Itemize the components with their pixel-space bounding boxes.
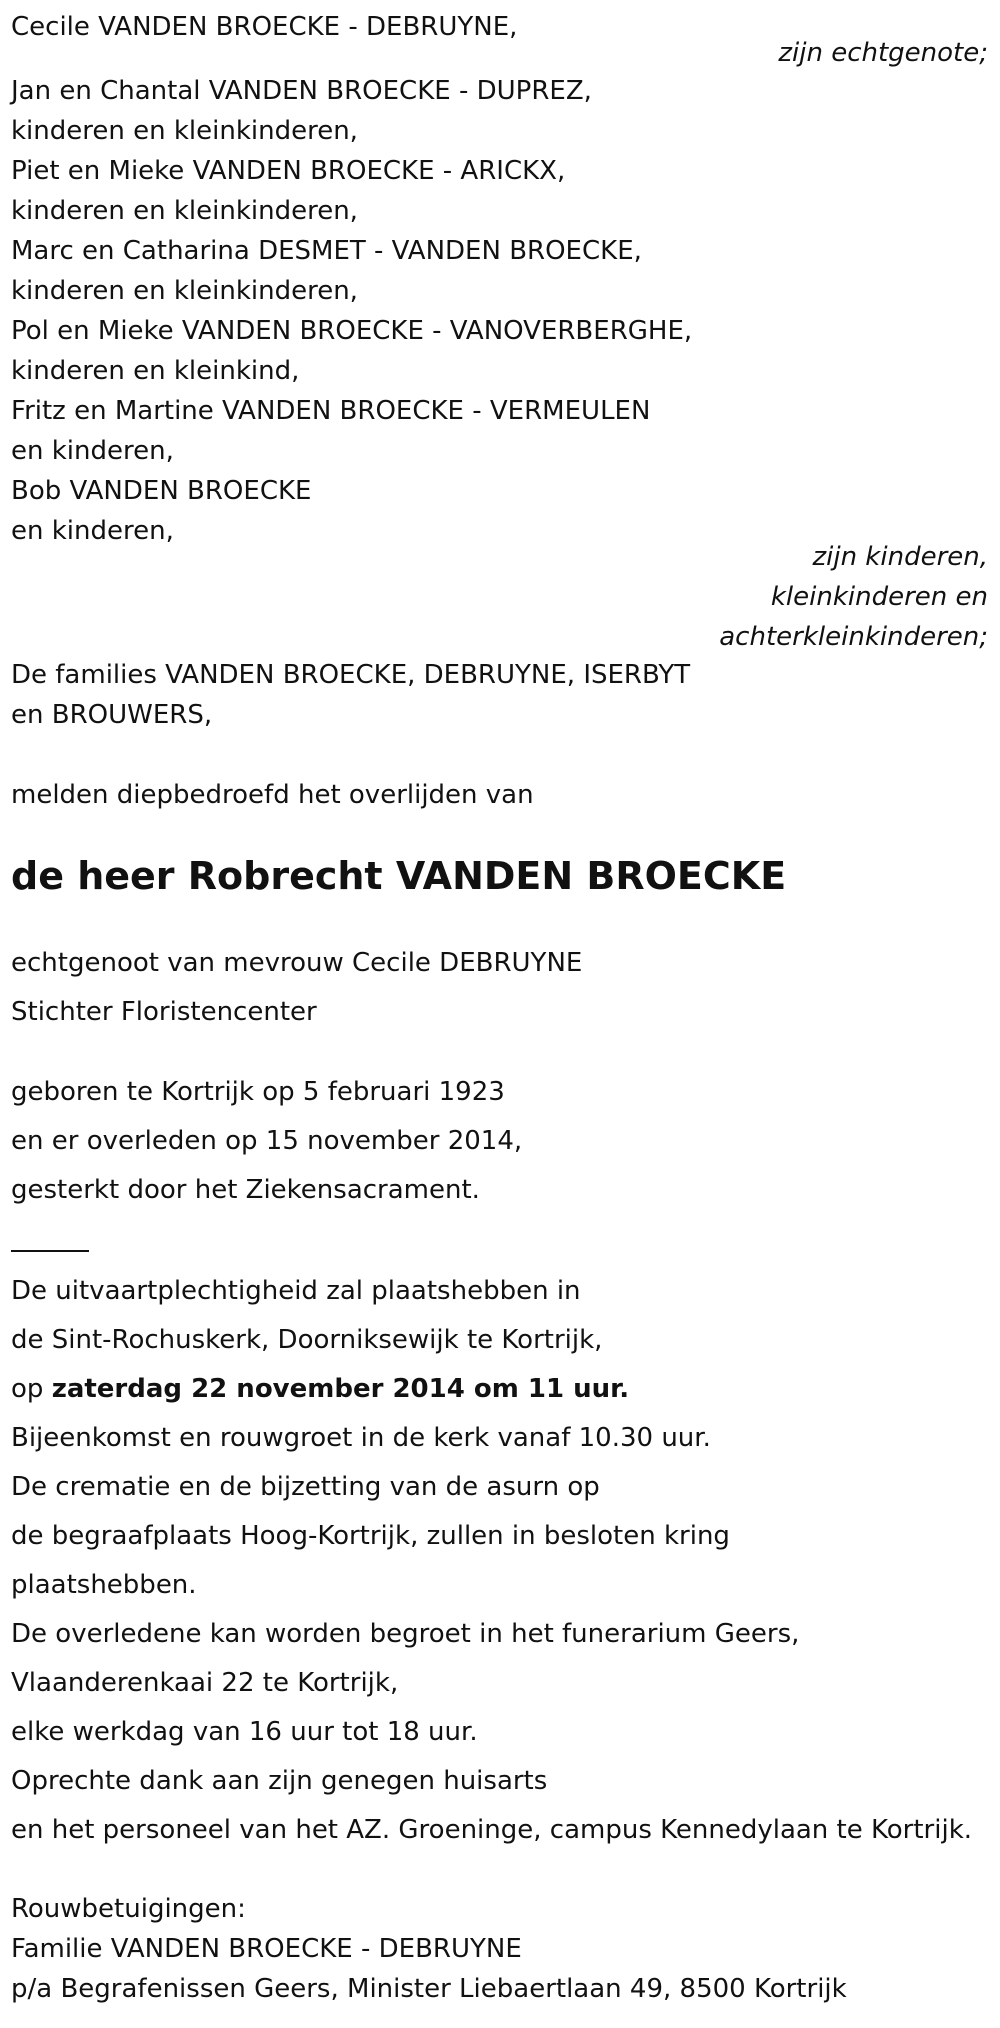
- funeral-line: De uitvaartplechtigheid zal plaatshebben in: [11, 1276, 581, 1306]
- funeral-line: Vlaanderenkaai 22 te Kortrijk,: [11, 1668, 399, 1698]
- separator-rule: [11, 1250, 89, 1252]
- spouse-name: Cecile VANDEN BROECKE - DEBRUYNE,: [11, 12, 518, 42]
- deceased-date: en er overleden op 15 november 2014,: [11, 1126, 523, 1156]
- funeral-line: Bijeenkomst en rouwgroet in de kerk vanaf 10.30 uur.: [11, 1423, 711, 1453]
- children-role: kleinkinderen en: [770, 582, 988, 612]
- children-line: Pol en Mieke VANDEN BROECKE - VANOVERBERGHE,: [11, 316, 693, 346]
- funeral-line: De overledene kan worden begroet in het funerarium Geers,: [11, 1619, 800, 1649]
- funeral-date: [11, 1376, 629, 1402]
- spouse-role: zijn echtgenote;: [778, 38, 988, 68]
- funeral-line: De crematie en de bijzetting van de asurn op: [11, 1472, 600, 1502]
- deceased-name: de heer Robrecht VANDEN BROECKE: [11, 854, 787, 898]
- children-line: kinderen en kleinkinderen,: [11, 276, 358, 306]
- families-line: De families VANDEN BROECKE, DEBRUYNE, ISERBYT: [11, 660, 691, 690]
- children-line: kinderen en kleinkinderen,: [11, 116, 358, 146]
- funeral-line: de begraafplaats Hoog-Kortrijk, zullen in besloten kring: [11, 1521, 730, 1551]
- funeral-line: elke werkdag van 16 uur tot 18 uur.: [11, 1717, 478, 1747]
- children-line: kinderen en kleinkind,: [11, 356, 300, 386]
- condolences-label: Rouwbetuigingen:: [11, 1894, 246, 1924]
- children-line: Jan en Chantal VANDEN BROECKE - DUPREZ,: [11, 76, 592, 106]
- funeral-line: de Sint-Rochuskerk, Doorniksewijk te Kortrijk,: [11, 1325, 603, 1355]
- deceased-detail: Stichter Floristencenter: [11, 997, 317, 1027]
- children-line: en kinderen,: [11, 436, 174, 466]
- children-line: kinderen en kleinkinderen,: [11, 196, 358, 226]
- funeral-line: en het personeel van het AZ. Groeninge, campus Kennedylaan te Kortrijk.: [11, 1815, 973, 1845]
- children-line: Fritz en Martine VANDEN BROECKE - VERMEULEN: [11, 396, 651, 426]
- condolences-line: Familie VANDEN BROECKE - DEBRUYNE: [11, 1934, 522, 1964]
- funeral-line: plaatshebben.: [11, 1570, 197, 1600]
- children-line: Bob VANDEN BROECKE: [11, 476, 312, 506]
- children-line: Piet en Mieke VANDEN BROECKE - ARICKX,: [11, 156, 566, 186]
- children-line: en kinderen,: [11, 516, 174, 546]
- deceased-detail: echtgenoot van mevrouw Cecile DEBRUYNE: [11, 948, 583, 978]
- deceased-date: geboren te Kortrijk op 5 februari 1923: [11, 1077, 505, 1107]
- children-role: achterkleinkinderen;: [719, 622, 988, 652]
- funeral-date-bold: zaterdag 22 november 2014 om 11 uur.: [51, 1374, 630, 1404]
- condolences-line: p/a Begrafenissen Geers, Minister Liebaertlaan 49, 8500 Kortrijk: [11, 1974, 847, 2004]
- funeral-line: Oprechte dank aan zijn genegen huisarts: [11, 1766, 548, 1796]
- children-line: Marc en Catharina DESMET - VANDEN BROECKE,: [11, 236, 642, 266]
- families-line: en BROUWERS,: [11, 700, 213, 730]
- deceased-date: gesterkt door het Ziekensacrament.: [11, 1175, 480, 1205]
- funeral-date-prefix: op: [11, 1374, 52, 1404]
- children-role: zijn kinderen,: [812, 542, 988, 572]
- announcement: melden diepbedroefd het overlijden van: [11, 780, 534, 810]
